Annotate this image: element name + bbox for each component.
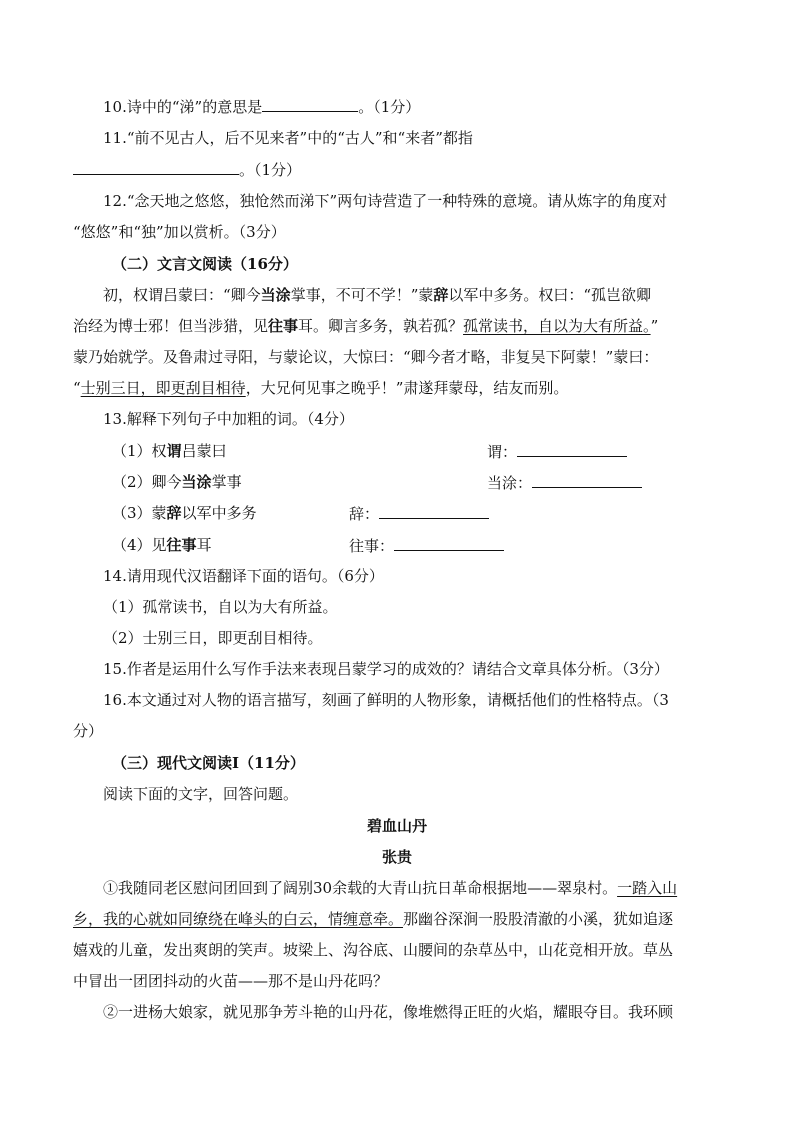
section-heading: （三）现代文阅读Ⅰ（11分） <box>112 754 305 772</box>
article-title: 碧血山丹 <box>366 817 427 835</box>
passage-text: ” <box>650 317 659 335</box>
answer-label: 当涂： <box>487 474 533 492</box>
answer-blank[interactable] <box>262 96 358 112</box>
answer-label: 往事： <box>349 537 395 555</box>
question-11-line2 <box>73 159 301 180</box>
q13-answer <box>487 441 627 462</box>
answer-label: 辞： <box>349 505 380 523</box>
passage-text: 以军中多务。权曰：“孤岂欲卿 <box>448 286 652 304</box>
passage-line: 蒙乃始就学。及鲁肃过寻阳，与蒙论议，大惊曰：“卿今者才略，非复吴下阿蒙！”蒙曰： <box>73 348 659 366</box>
passage-text: 掌事，不可不学！”蒙 <box>290 286 434 304</box>
article-line: 嬉戏的儿童，发出爽朗的笑声。坡梁上、沟谷底、山腰间的杂草丛中，山花竞相开放。草丛 <box>73 941 674 959</box>
article-line <box>73 909 673 929</box>
q13-answer <box>487 472 642 493</box>
answer-blank[interactable] <box>532 472 642 488</box>
question-16-line2: 分） <box>73 722 104 740</box>
question-14-stem: 14.请用现代汉语翻译下面的语句。（6分） <box>103 567 384 585</box>
article-line: ②一进杨大娘家，就见那争芳斗艳的山丹花，像堆燃得正旺的火焰，耀眼夺目。我环顾 <box>103 1003 674 1021</box>
bold-word: 辞 <box>166 504 182 522</box>
answer-label: 谓： <box>487 443 518 461</box>
answer-blank[interactable] <box>379 503 489 519</box>
question-16-line1: 16.本文通过对人物的语言描写，刻画了鲜明的人物形象，请概括他们的性格特点。（3 <box>103 691 669 709</box>
item-text: 掌事 <box>211 473 242 491</box>
underlined-sentence: 孤常读书，自以为大有所益。 <box>463 317 651 335</box>
section-heading: （二）文言文阅读（16分） <box>112 255 298 273</box>
answer-blank[interactable] <box>73 159 239 175</box>
item-text: 吕蒙曰 <box>181 442 227 460</box>
article-text: 那幽谷深涧一股股清澈的小溪，犹如追逐 <box>403 910 674 928</box>
question-10-tail: 。（1分） <box>358 98 421 116</box>
q13-answer <box>349 535 504 556</box>
question-11-tail: 。（1分） <box>239 161 302 179</box>
q13-answer <box>349 503 489 524</box>
q13-item <box>112 441 227 461</box>
q13-item <box>112 535 212 555</box>
item-text: 以军中多务 <box>181 504 257 522</box>
bold-word: 往事 <box>268 317 299 335</box>
question-13-stem: 13.解释下列句子中加粗的词。（4分） <box>103 410 354 428</box>
bold-word: 当涂 <box>181 473 212 491</box>
question-11-line1: 11.“前不见古人，后不见来者”中的“古人”和“来者”都指 <box>103 129 473 147</box>
passage-text: “ <box>73 379 81 397</box>
underlined-sentence: 一踏入山 <box>617 879 678 897</box>
question-14-sentence: （1）孤常读书，自以为大有所益。 <box>103 598 338 616</box>
item-text: （4）见 <box>112 536 167 554</box>
bold-word: 辞 <box>433 286 449 304</box>
bold-word: 往事 <box>166 536 197 554</box>
q13-item <box>112 503 257 523</box>
item-text: （2）卿今 <box>112 473 182 491</box>
item-text: （3）蒙 <box>112 504 167 522</box>
passage-text: 初，权谓吕蒙曰：“卿今 <box>103 286 261 304</box>
passage-line <box>103 285 651 305</box>
passage-text: 耳。卿言多务，孰若孤？ <box>298 317 464 335</box>
answer-blank[interactable] <box>394 535 504 551</box>
question-12-line2: “悠悠”和“独”加以赏析。（3分） <box>73 223 286 241</box>
underlined-sentence: 士别三日，即更刮目相待 <box>80 379 246 397</box>
answer-blank[interactable] <box>517 441 627 457</box>
question-10 <box>103 96 420 117</box>
question-12-line1: 12.“念天地之悠悠，独怆然而涕下”两句诗营造了一种特殊的意境。请从炼字的角度对 <box>103 192 668 210</box>
underlined-sentence: 乡，我的心就如同缭绕在峰头的白云，情缠意牵。 <box>73 910 404 928</box>
article-author: 张贵 <box>381 848 412 866</box>
question-10-text: 10.诗中的“涕”的意思是 <box>103 98 263 116</box>
article-line <box>103 878 677 898</box>
passage-line <box>73 316 658 336</box>
question-15: 15.作者是运用什么写作手法来表现吕蒙学习的成效的？请结合文章具体分析。（3分） <box>103 660 669 678</box>
question-14-sentence: （2）士别三日，即更刮目相待。 <box>103 629 323 647</box>
bold-word: 谓 <box>166 442 182 460</box>
item-text: （1）权 <box>112 442 167 460</box>
item-text: 耳 <box>196 536 212 554</box>
article-text: ①我随同老区慰问团回到了阔别30余载的大青山抗日革命根据地——翠泉村。 <box>103 879 618 897</box>
q13-item <box>112 472 242 492</box>
passage-text: 治经为博士邪！但当涉猎，见 <box>73 317 269 335</box>
article-line: 中冒出一团团抖动的火苗——那不是山丹花吗？ <box>73 972 389 990</box>
passage-text: ，大兄何见事之晚乎！”肃遂拜蒙母，结友而别。 <box>245 379 569 397</box>
instruction: 阅读下面的文字，回答问题。 <box>103 785 299 803</box>
bold-word: 当涂 <box>260 286 291 304</box>
passage-line <box>73 378 568 398</box>
